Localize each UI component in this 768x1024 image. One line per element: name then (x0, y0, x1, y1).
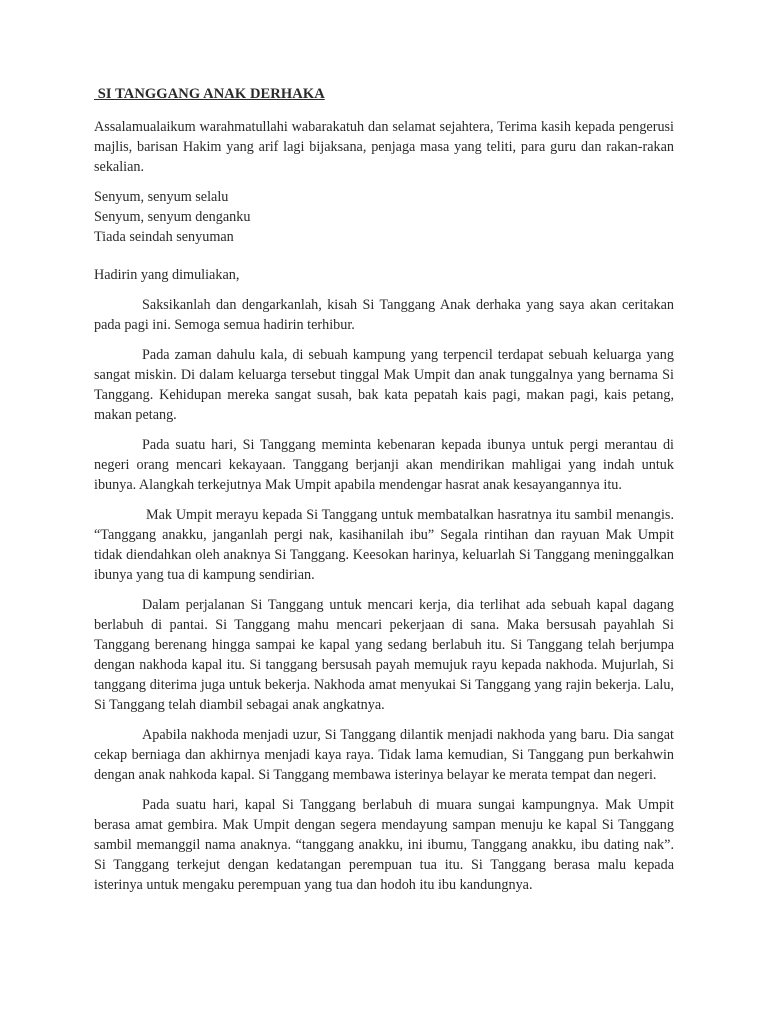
poem-block (94, 187, 674, 247)
poem-line: Senyum, senyum denganku (94, 209, 251, 225)
story-paragraph: Saksikanlah dan dengarkanlah, kisah Si Tanggang Anak derhaka yang saya akan ceritakan pada pagi ini. Semoga semua hadirin terhibur. (94, 297, 674, 333)
story-paragraph: Pada zaman dahulu kala, di sebuah kampung yang terpencil terdapat sebuah keluarga yang sangat miskin. Di dalam keluarga tersebut tinggal Mak Umpit dan anak tunggalnya yang bernama Si Tanggang. Kehidupan mereka sangat susah, bak kata pepatah kais pagi, makan pagi, kais petang, makan petang. (94, 347, 674, 423)
story-paragraph: Apabila nakhoda menjadi uzur, Si Tanggang dilantik menjadi nakhoda yang baru. Dia sangat cekap berniaga dan akhirnya menjadi kaya raya. Tidak lama kemudian, Si Tanggang pun berkahwin dengan anak nahkoda kapal. Si Tanggang membawa isterinya belayar ke merata tempat dan negeri. (94, 727, 674, 783)
story-paragraph: Mak Umpit merayu kepada Si Tanggang untuk membatalkan hasratnya itu sambil menangis. “Tanggang anakku, janganlah pergi nak, kasihanilah ibu” Segala rintihan dan rayuan Mak Umpit tidak diendahkan oleh anaknya Si Tanggang. Keesokan harinya, keluarlah Si Tanggang meninggalkan ibunya yang tua di kampung sendirian. (94, 507, 674, 583)
poem-line: Senyum, senyum selalu (94, 189, 229, 205)
story-paragraph: Dalam perjalanan Si Tanggang untuk mencari kerja, dia terlihat ada sebuah kapal dagang berlabuh di pantai. Si Tanggang mahu mencari pekerjaan di sana. Maka bersusah payahlah Si Tanggang berenang hingga sampai ke kapal yang sedang berlabuh itu. Si Tanggang telah berjumpa dengan nakhoda kapal itu. Si tanggang bersusah payah memujuk rayu kepada nakhoda. Mujurlah, Si tanggang diterima juga untuk bekerja. Nakhoda amat menyukai Si Tanggang yang rajin bekerja. Lalu, Si Tanggang telah diambil sebagai anak angkatnya. (94, 597, 674, 713)
document-title: SI TANGGANG ANAK DERHAKA (94, 86, 325, 102)
greeting-line: Hadirin yang dimuliakan, (94, 267, 240, 283)
document-page (94, 86, 674, 905)
poem-line: Tiada seindah senyuman (94, 229, 234, 245)
story-paragraph: Pada suatu hari, kapal Si Tanggang berlabuh di muara sungai kampungnya. Mak Umpit berasa amat gembira. Mak Umpit dengan segera mendayung sampan menuju ke kapal Si Tanggang sambil memanggil nama anaknya. “tanggang anakku, ini ibumu, Tanggang anakku, ibu dating nak”. Si Tanggang terkejut dengan kedatangan perempuan tua itu. Si Tanggang berasa malu kepada isterinya untuk mengaku perempuan yang tua dan hodoh itu ibu kandungnya. (94, 797, 674, 893)
opening-paragraph: Assalamualaikum warahmatullahi wabarakatuh dan selamat sejahtera, Terima kasih kepada pengerusi majlis, barisan Hakim yang arif lagi bijaksana, penjaga masa yang teliti, para guru dan rakan-rakan sekalian. (94, 119, 674, 175)
story-paragraph: Pada suatu hari, Si Tanggang meminta kebenaran kepada ibunya untuk pergi merantau di negeri orang mencari kekayaan. Tanggang berjanji akan mendirikan mahligai yang indah untuk ibunya. Alangkah terkejutnya Mak Umpit apabila mendengar hasrat anak kesayangannya itu. (94, 437, 674, 493)
